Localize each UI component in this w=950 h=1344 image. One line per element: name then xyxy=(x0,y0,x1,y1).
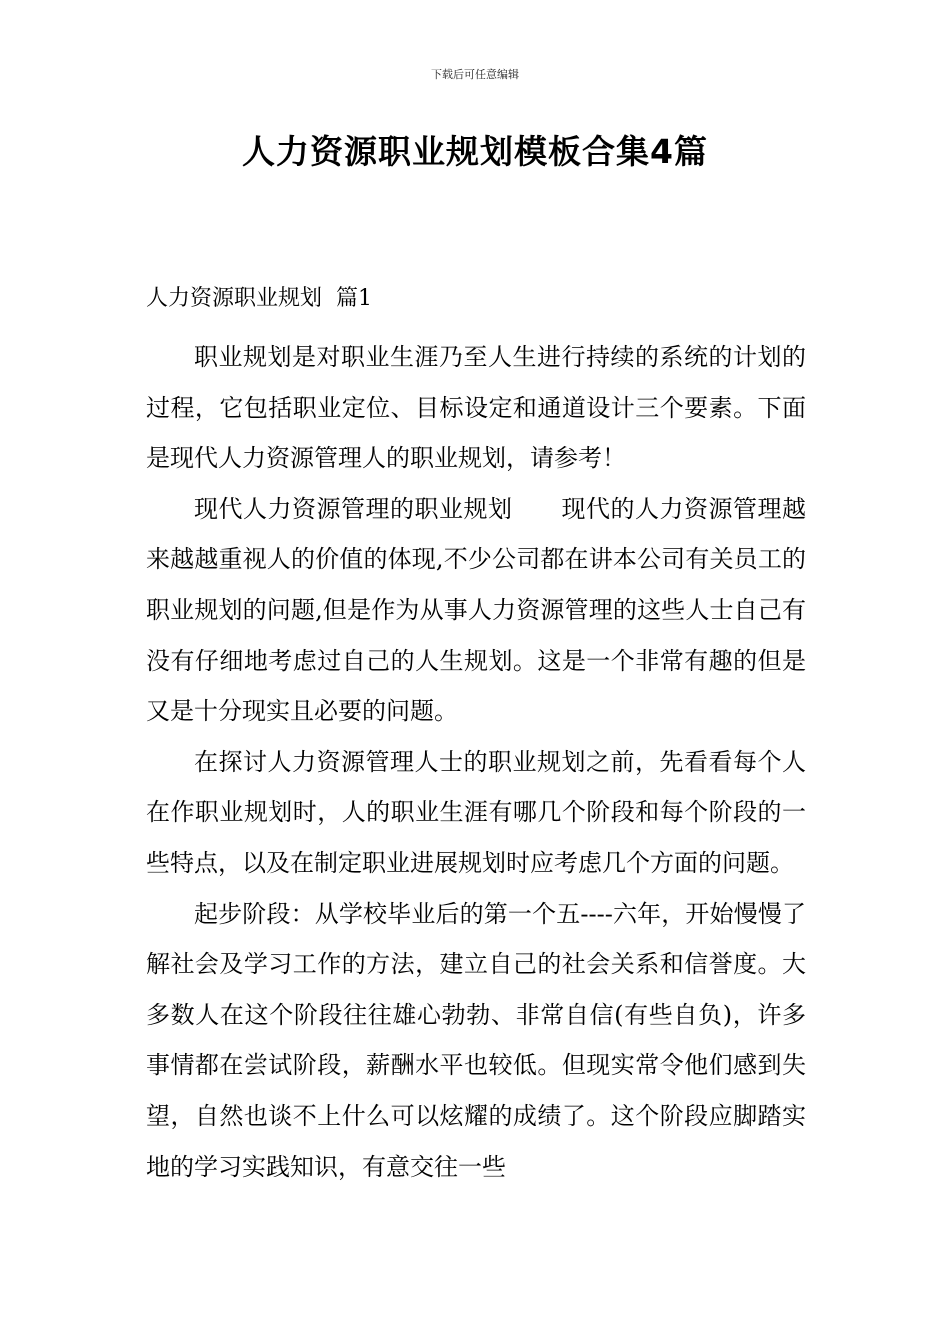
section-heading: 人力资源职业规划 篇1 xyxy=(146,286,372,311)
paragraph-4: 起步阶段：从学校毕业后的第一个五----六年，开始慢慢了解社会及学习工作的方法，建立自己的社会关系和信誉度。大多数人在这个阶段往往雄心勃勃、非常自信(有些自负)，许多事情都在尝试阶段，薪酬水平也较低。但现实常令他们感到失望，自然也谈不上什么可以炫耀的成绩了。这个阶段应脚踏实地的学习实践知识，有意交往一些 xyxy=(146,899,806,1181)
document-title: 人力资源职业规划模板合集4篇 xyxy=(242,132,708,171)
body-text xyxy=(146,332,806,1192)
paragraph-1: 职业规划是对职业生涯乃至人生进行持续的系统的计划的过程，它包括职业定位、目标设定和通道设计三个要素。下面是现代人力资源管理人的职业规划，请参考！ xyxy=(146,343,806,473)
paragraph-3: 在探讨人力资源管理人士的职业规划之前，先看看每个人在作职业规划时，人的职业生涯有哪几个阶段和每个阶段的一些特点，以及在制定职业进展规划时应考虑几个方面的问题。 xyxy=(146,747,806,877)
header-note: 下载后可任意编辑 xyxy=(431,68,519,81)
paragraph-2: 现代人力资源管理的职业规划 现代的人力资源管理越来越越重视人的价值的体现,不少公司都在讲本公司有关员工的职业规划的问题,但是作为从事人力资源管理的这些人士自己有没有仔细地考虑过自己的人生规划。这是一个非常有趣的但是又是十分现实且必要的问题。 xyxy=(146,494,806,726)
